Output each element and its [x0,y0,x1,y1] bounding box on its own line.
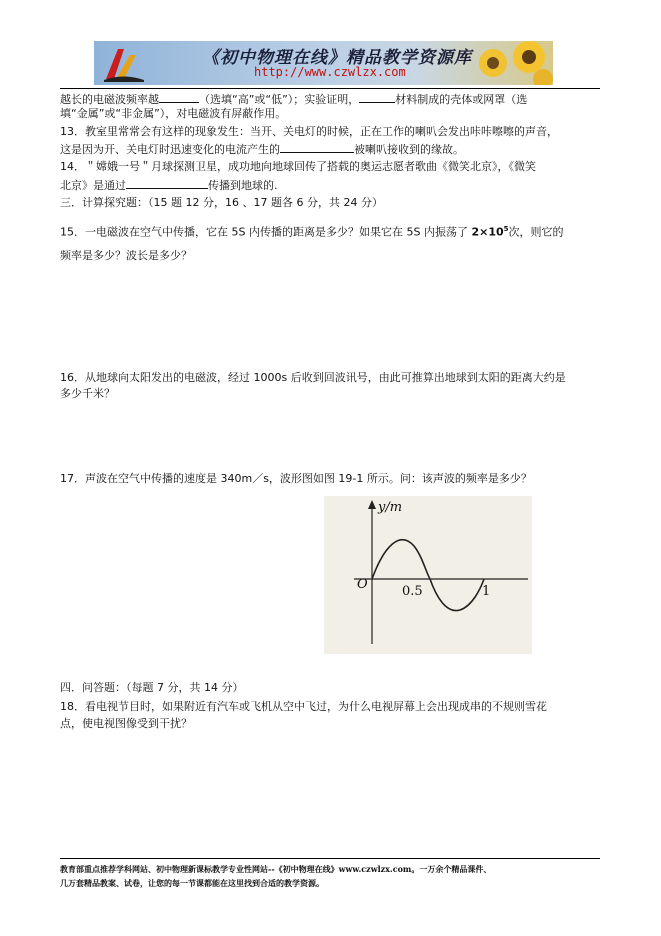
q14-text-a: 北京》是通过 [60,179,126,192]
banner-title: 《初中物理在线》精品教学资源库 [202,48,472,68]
question-18-line-1: 18．看电视节目时，如果附近有汽车或飞机从空中飞过，为什么电视屏幕上会出现成串的不规则雪花 [60,700,547,713]
footer-line-1: 教育部重点推荐学科网站、初中物理新课标教学专业性网站--《初中物理在线》www.czwlzx.com。一万余个精品课件、 [60,864,492,874]
question-15-line-2: 频率是多少？波长是多少？ [60,249,192,262]
wave-figure [324,496,532,654]
section-4-heading: 四．问答题：（每题 7 分，共 14 分） [60,681,244,694]
question-13-line-1: 13．教室里常常会有这样的现象发生：当开、关电灯的时候，正在工作的喇叭会发出咔咔嚓嚓的声音， [60,125,558,138]
q12-text-c: 材料制成的壳体或网罩（选 [395,93,528,106]
y-axis-arrow [368,500,376,509]
q15-exponent: 5 [503,225,509,233]
q13-text-a: 这是因为开、关电灯时迅速变化的电流产生的 [60,143,280,156]
q14-text-b: 传播到地球的. [208,179,278,192]
answer-blank[interactable] [280,141,354,153]
answer-blank[interactable] [359,91,395,103]
q12-text-b: （选填“高”或“低”）；实验证明， [199,93,360,106]
answer-blank[interactable] [159,91,199,103]
question-16-line-1: 16．从地球向太阳发出的电磁波，经过 1000s 后收到回波讯号，由此可推算出地球到太阳的距离大约是 [60,371,566,384]
section-3-heading: 三．计算探究题：（15 题 12 分，16 、17 题各 6 分，共 24 分） [60,196,383,209]
sine-wave [372,540,484,611]
q15-text-b: 次，则它的 [508,225,564,239]
footer-divider [60,858,600,859]
q13-text-b: 被喇叭接收到的缘故。 [354,143,464,156]
question-14-line-1: 14．＂嫦娥一号＂月球探测卫星，成功地向地球回传了搭载的奥运志愿者歌曲《微笑北京》，《微笑 [60,160,536,173]
q15-text-a: 15．一电磁波在空气中传播，它在 5S 内传播的距离是多少？如果它在 5S 内振荡了 [60,225,468,239]
y-axis-label: y/m [378,500,403,515]
q12-text-a: 越长的电磁波频率越 [60,93,159,106]
origin-label: O [357,577,368,592]
question-15-line-1 [60,222,564,240]
q15-value: 2×10 [471,225,504,239]
tick-label-one: 1 [482,584,491,599]
question-12-line-1 [60,91,527,107]
question-13-line-2 [60,141,464,157]
header-divider [60,88,600,89]
answer-blank[interactable] [126,177,208,189]
wave-diagram [324,496,532,654]
question-18-line-2: 点，使电视图像受到干扰？ [60,717,192,730]
tick-label-half: 0.5 [402,584,423,599]
header-banner [94,41,553,85]
question-17-line-1: 17．声波在空气中传播的速度是 340m／s，波形图如图 19-1 所示。问：该声波的频率是多少？ [60,472,532,485]
site-logo-icon [100,45,148,83]
question-12-line-2: 填“金属”或“非金属”），对电磁波有屏蔽作用。 [60,107,287,120]
question-14-line-2 [60,177,278,193]
footer-line-2: 几万套精品教案、试卷，让您的每一节课都能在这里找到合适的教学资源。 [60,878,324,888]
question-16-line-2: 多少千米？ [60,387,115,400]
banner-url[interactable]: http://www.czwlzx.com [254,65,406,79]
sunflower-image [463,41,553,85]
